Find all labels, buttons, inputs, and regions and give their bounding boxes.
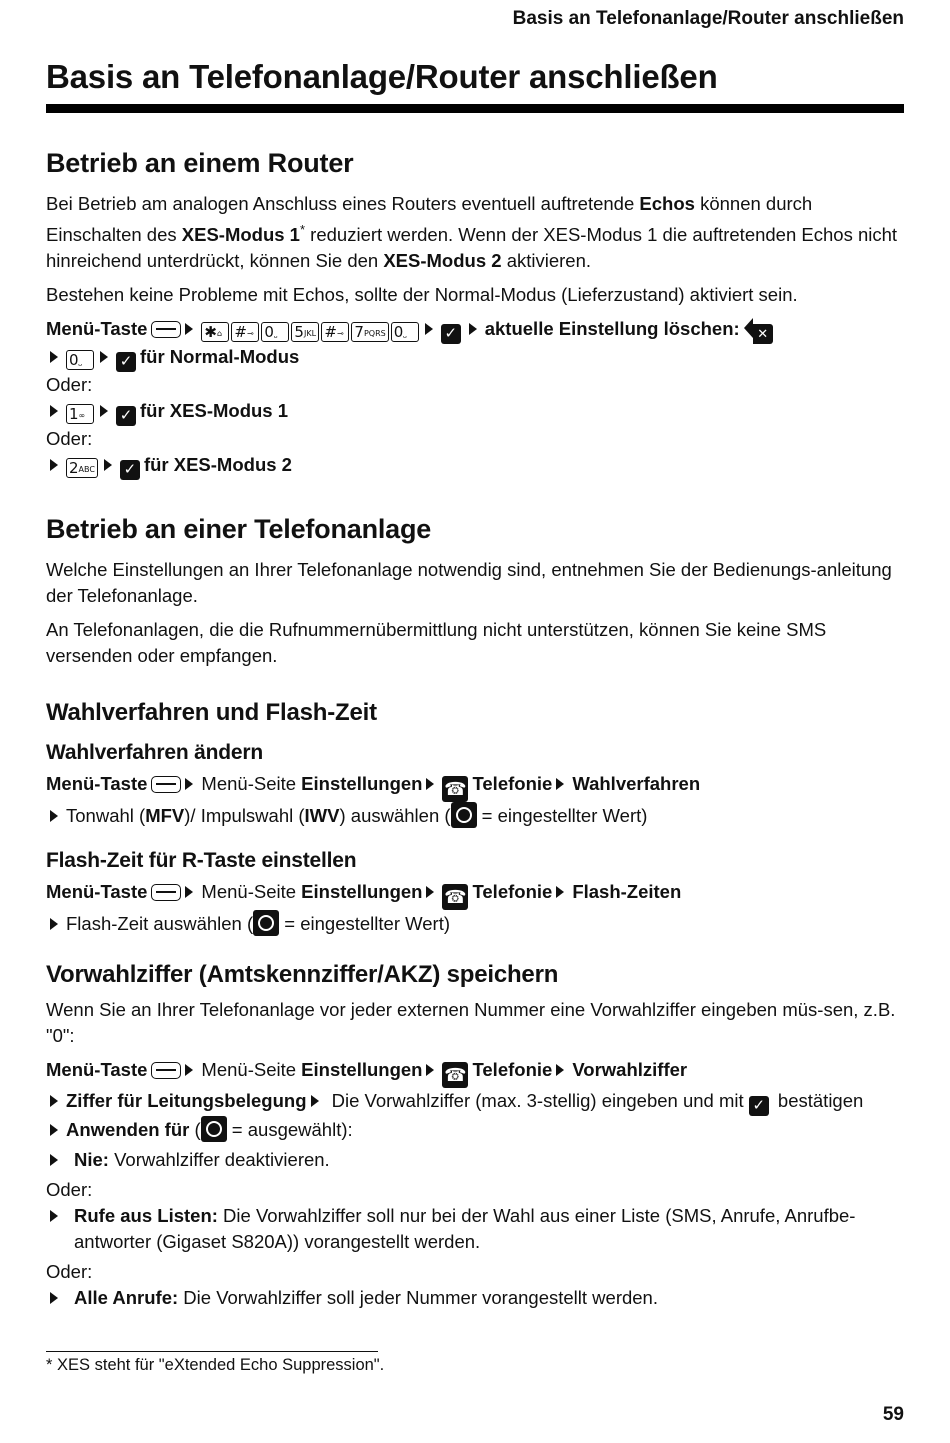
key-star: ✱⌂ [201,322,229,342]
menu-key-label: Menü-Taste [46,1059,148,1080]
triangle-right-icon [50,918,58,930]
triangle-right-icon [104,459,112,471]
text: Die Vorwahlziffer (max. 3-stellig) eingeben und mit [326,1090,749,1111]
text-bold: Ziffer für Leitungsbelegung [66,1090,307,1111]
triangle-right-icon [426,886,434,898]
router-heading: Betrieb an einem Router [46,148,354,178]
text: = eingestellter Wert) [279,913,450,934]
title-rule [46,104,904,113]
triangle-right-icon [185,1064,193,1076]
text: Menü-Seite [201,881,302,902]
text-bold: XES-Modus 1 [181,224,300,245]
prefix-heading: Vorwahlziffer (Amtskennziffer/AKZ) speichern [46,961,559,988]
footnote-rule [46,1351,378,1352]
triangle-right-icon [425,323,433,335]
menu-key-label: Menü-Taste [46,881,148,902]
key-0: 0⎵ [66,350,94,370]
text-bold: XES-Modus 2 [383,250,502,271]
triangle-right-icon [469,323,477,335]
text-bold: Einstellungen [301,1059,423,1080]
flash-step [46,910,904,937]
text: )/ Impulswahl ( [184,805,305,826]
router-paragraph-1 [46,191,904,274]
triangle-right-icon [50,405,58,417]
menu-key-label: Menü-Taste [46,773,148,794]
router-option-xes2 [46,452,904,480]
text: Flash-Zeit auswählen ( [66,913,254,934]
text-bold: Telefonie [472,881,553,902]
ok-checkbox-icon: ✓ [116,406,136,426]
item-label: Rufe aus Listen: [74,1205,218,1226]
triangle-right-icon [311,1095,319,1107]
pbx-paragraph-2: An Telefonanlagen, die die Rufnummernübermittlung nicht unterstützen, können Sie keine SMS versenden oder empfangen. [46,619,827,666]
telephone-settings-icon: ☎ [442,1062,468,1088]
text-bold: Einstellungen [301,881,423,902]
text-bold: Wahlverfahren [572,773,701,794]
option-label: für XES-Modus 1 [140,400,289,421]
flash-heading: Flash-Zeit für R-Taste einstellen [46,849,357,872]
triangle-right-icon [50,1124,58,1136]
router-key-sequence [46,316,904,344]
triangle-right-icon [556,886,564,898]
triangle-right-icon [50,1154,58,1166]
text: können durch Einschalten des [46,193,813,245]
telephone-settings-icon: ☎ [442,884,468,910]
prefix-step-digit [46,1088,904,1116]
item-text: Die Vorwahlziffer soll jeder Nummer vorangestellt werden. [178,1287,658,1308]
text-bold: Telefonie [472,773,553,794]
page-title: Basis an Telefonanlage/Router anschließen [46,58,718,95]
pbx-heading: Betrieb an einer Telefonanlage [46,514,432,544]
text: Tonwahl ( [66,805,146,826]
triangle-right-icon [100,405,108,417]
option-label: für XES-Modus 2 [143,454,292,475]
key-5: 5JKL [291,322,319,342]
text: bestätigen [772,1090,864,1111]
ok-checkbox-icon: ✓ [120,460,140,480]
or-label: Oder: [46,374,93,395]
text-bold: Anwenden für [66,1119,190,1140]
text-bold: Flash-Zeiten [572,881,682,902]
triangle-right-icon [426,778,434,790]
triangle-right-icon [426,1064,434,1076]
running-header: Basis an Telefonanlage/Router anschließen [512,8,904,29]
prefix-paragraph: Wenn Sie an Ihrer Telefonanlage vor jeder externen Nummer eine Vorwahlziffer eingeben müs-sen, z.B. "0": [46,999,896,1046]
list-item [46,1285,904,1311]
router-paragraph-2: Bestehen keine Probleme mit Echos, sollte der Normal-Modus (Lieferzustand) aktiviert sein. [46,284,798,305]
delete-label: aktuelle Einstellung löschen: [484,318,740,339]
key-0: 0⎵ [391,322,419,342]
flash-path [46,879,904,910]
text: = eingestellter Wert) [476,805,648,826]
menu-key-icon [151,884,181,901]
text: Menü-Seite [201,1059,302,1080]
triangle-right-icon [185,778,193,790]
content [46,148,904,1315]
footnote-marker: * [299,222,306,237]
text: Menü-Seite [201,773,302,794]
key-0: 0⎵ [261,322,289,342]
or-label: Oder: [46,428,93,449]
option-label: für Normal-Modus [140,346,300,367]
text-bold: Telefonie [472,1059,553,1080]
prefix-step-apply [46,1116,904,1143]
item-text: Vorwahlziffer deaktivieren. [108,1149,330,1170]
menu-key-icon [151,1062,181,1079]
dial-change-heading: Wahlverfahren ändern [46,741,263,764]
text: aktivieren. [501,250,592,271]
triangle-right-icon [50,351,58,363]
text: = ausgewählt): [226,1119,353,1140]
text-bold: IWV [304,805,340,826]
or-label: Oder: [46,1179,93,1200]
key-hash: #⊸ [231,322,259,342]
triangle-right-icon [556,778,564,790]
key-7: 7PQRS [351,322,388,342]
triangle-right-icon [50,1292,58,1304]
triangle-right-icon [185,323,193,335]
list-item [46,1147,904,1173]
key-1: 1∞ [66,404,94,424]
key-2: 2ABC [66,458,98,478]
radio-selected-icon [451,802,477,828]
text-bold: MFV [145,805,185,826]
text: ( [189,1119,201,1140]
triangle-right-icon [50,1095,58,1107]
triangle-right-icon [50,459,58,471]
triangle-right-icon [50,1210,58,1222]
dial-change-path [46,771,904,802]
footnote: * XES steht für "eXtended Echo Suppression". [46,1356,385,1374]
backspace-icon-body: ✕ [753,324,773,344]
or-label: Oder: [46,1261,93,1282]
text: Bei Betrieb am analogen Anschluss eines Routers eventuell auftretende [46,193,640,214]
page-number: 59 [882,1404,904,1425]
router-option-xes1 [46,398,904,426]
ok-checkbox-icon: ✓ [116,352,136,372]
radio-selected-icon [201,1116,227,1142]
ok-checkbox-icon: ✓ [441,324,461,344]
triangle-right-icon [50,810,58,822]
triangle-right-icon [556,1064,564,1076]
pbx-paragraph-1: Welche Einstellungen an Ihrer Telefonanlage notwendig sind, entnehmen Sie der Bedienungs-anleitung der Telefonanlage. [46,559,892,606]
radio-selected-icon [253,910,279,936]
item-label: Nie: [74,1149,109,1170]
dial-change-step [46,802,904,829]
text: ) auswählen ( [339,805,451,826]
text: reduziert werden. Wenn der XES-Modus 1 die auftretenden Echos nicht hinreichend unterdrückt, können Sie den [46,224,898,271]
triangle-right-icon [100,351,108,363]
text-bold: Einstellungen [301,773,423,794]
triangle-right-icon [185,886,193,898]
dial-heading: Wahlverfahren und Flash-Zeit [46,699,377,726]
backspace-icon [744,318,753,338]
menu-key-label: Menü-Taste [46,318,148,339]
text-bold: Echos [639,193,695,214]
text-bold: Vorwahlziffer [572,1059,688,1080]
item-label: Alle Anrufe: [74,1287,179,1308]
router-option-normal [46,344,904,372]
telephone-settings-icon: ☎ [442,776,468,802]
prefix-path [46,1057,904,1088]
list-item [46,1203,904,1255]
ok-checkbox-icon: ✓ [749,1096,769,1116]
key-hash: #⊸ [321,322,349,342]
menu-key-icon [151,776,181,793]
menu-key-icon [151,321,181,338]
item-text: Die Vorwahlziffer soll nur bei der Wahl aus einer Liste (SMS, Anrufe, Anrufbe-antworter (Gigaset S820A)) vorangestellt werden. [74,1205,856,1252]
